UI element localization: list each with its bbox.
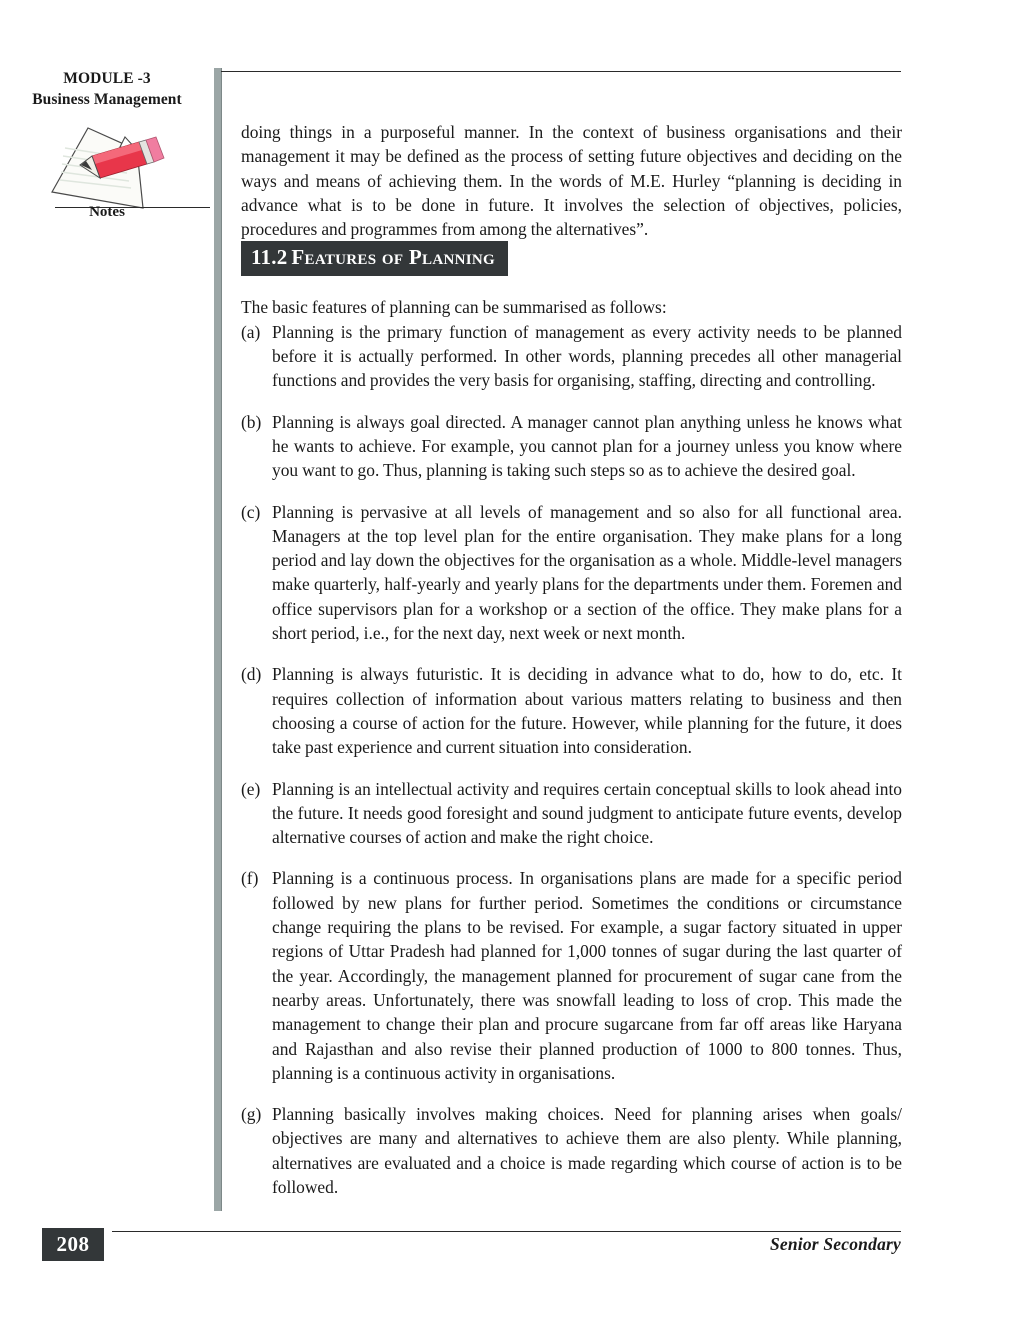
section-title: Features of Planning bbox=[291, 245, 495, 270]
list-item bbox=[241, 777, 902, 850]
list-item bbox=[241, 662, 902, 759]
list-item bbox=[241, 500, 902, 646]
module-subject-label: Business Management bbox=[32, 91, 182, 108]
list-item-text: Planning basically involves making choices. Need for planning arises when goals/ objectives are many and alternatives to achieve them are also plenty. While planning, alternatives are evaluated and a choice is made regarding which course of action is to be followed. bbox=[272, 1104, 902, 1197]
module-number-label: MODULE -3 bbox=[63, 70, 151, 87]
footer-series-label: Senior Secondary bbox=[769, 1234, 901, 1254]
list-item-text: Planning is an intellectual activity and requires certain conceptual skills to look ahead into the future. It needs good foresight and sound judgment to anticipate future events, develop alternative courses of action and make the right choice. bbox=[272, 778, 902, 848]
left-margin-column bbox=[0, 0, 214, 1320]
list-item-text: Planning is pervasive at all levels of management and so also for all functional area. Managers at the top level plan for the entire organisation. They make plans for a long period and lay down the objectives for the organisation as a whole. Middle-level managers make quarterly, half-yearly and yearly plans for the departments under them. Foremen and office supervisors plan for a workshop or a section of the office. They make plans for a short period, i.e., for the next day, next week or next month. bbox=[272, 501, 902, 644]
list-item-marker: (c) bbox=[241, 501, 261, 522]
page-number-badge: 208 bbox=[42, 1228, 104, 1261]
vertical-divider-bar bbox=[214, 68, 222, 1211]
features-list bbox=[241, 320, 902, 1200]
section-number: 11.2 bbox=[251, 245, 288, 270]
list-item bbox=[241, 866, 902, 1085]
list-item-marker: (d) bbox=[241, 664, 262, 685]
list-item-text: Planning is always futuristic. It is deciding in advance what to do, how to do, etc. It requires collection of information about various matters relating to business and then choosing a course of action for the future. However, while planning for the future, it does take past experience and current situation into consideration. bbox=[272, 664, 902, 758]
list-item-text: Planning is always goal directed. A manager cannot plan anything unless he knows what he wants to achieve. For example, you cannot plan for a journey unless you know where you want to go. Thus, planning is taking such steps so as to achieve the desired goal. bbox=[272, 411, 902, 481]
list-item-text: Planning is a continuous process. In organisations plans are made for a specific period followed by new plans for further period. Sometimes the conditions or circumstance change requiring the plans to be revised. For example, a sugar factory situated in upper regions of Uttar Pradesh had planned for 1,000 tonnes of sugar during the last quarter of the year. Accordingly, the management planned for procurement of sugar cane from the nearby areas. Unfortunately, there was snowfall leading to loss of crop. This made the management to change their plan and procure sugarcane from far off areas like Haryana and Rajasthan and also revise their planned production of 1000 to 800 tonnes. Thus, planning is a continuous activity in organisations. bbox=[272, 868, 902, 1083]
list-item-marker: (b) bbox=[241, 411, 262, 432]
list-item-marker: (a) bbox=[241, 321, 261, 342]
list-item bbox=[241, 410, 902, 483]
footer-horizontal-rule bbox=[112, 1231, 901, 1232]
notes-label: Notes bbox=[89, 204, 125, 220]
list-item-text: Planning is the primary function of management as every activity needs to be planned before it is actually performed. In other words, planning precedes all other managerial functions and provides the very basis for organising, staffing, directing and controlling. bbox=[272, 321, 902, 391]
main-content-column bbox=[241, 120, 902, 1199]
section-heading bbox=[241, 241, 508, 276]
list-item bbox=[241, 320, 902, 393]
intro-paragraph: doing things in a purposeful manner. In the context of business organisations and their management it may be defined as the process of setting future objectives and deciding on the ways and means of achieving them. In the words of M.E. Hurley “planning is deciding in advance what is to be done in future. It involves the selection of objectives, policies, procedures and programmes from among the alternatives”. bbox=[241, 122, 902, 240]
top-horizontal-rule bbox=[221, 71, 901, 72]
lead-in-paragraph: The basic features of planning can be summarised as follows: bbox=[241, 297, 667, 318]
list-item bbox=[241, 1102, 902, 1199]
module-header bbox=[0, 68, 214, 110]
list-item-marker: (g) bbox=[241, 1104, 262, 1125]
list-item-marker: (f) bbox=[241, 868, 259, 889]
list-item-marker: (e) bbox=[241, 778, 261, 799]
